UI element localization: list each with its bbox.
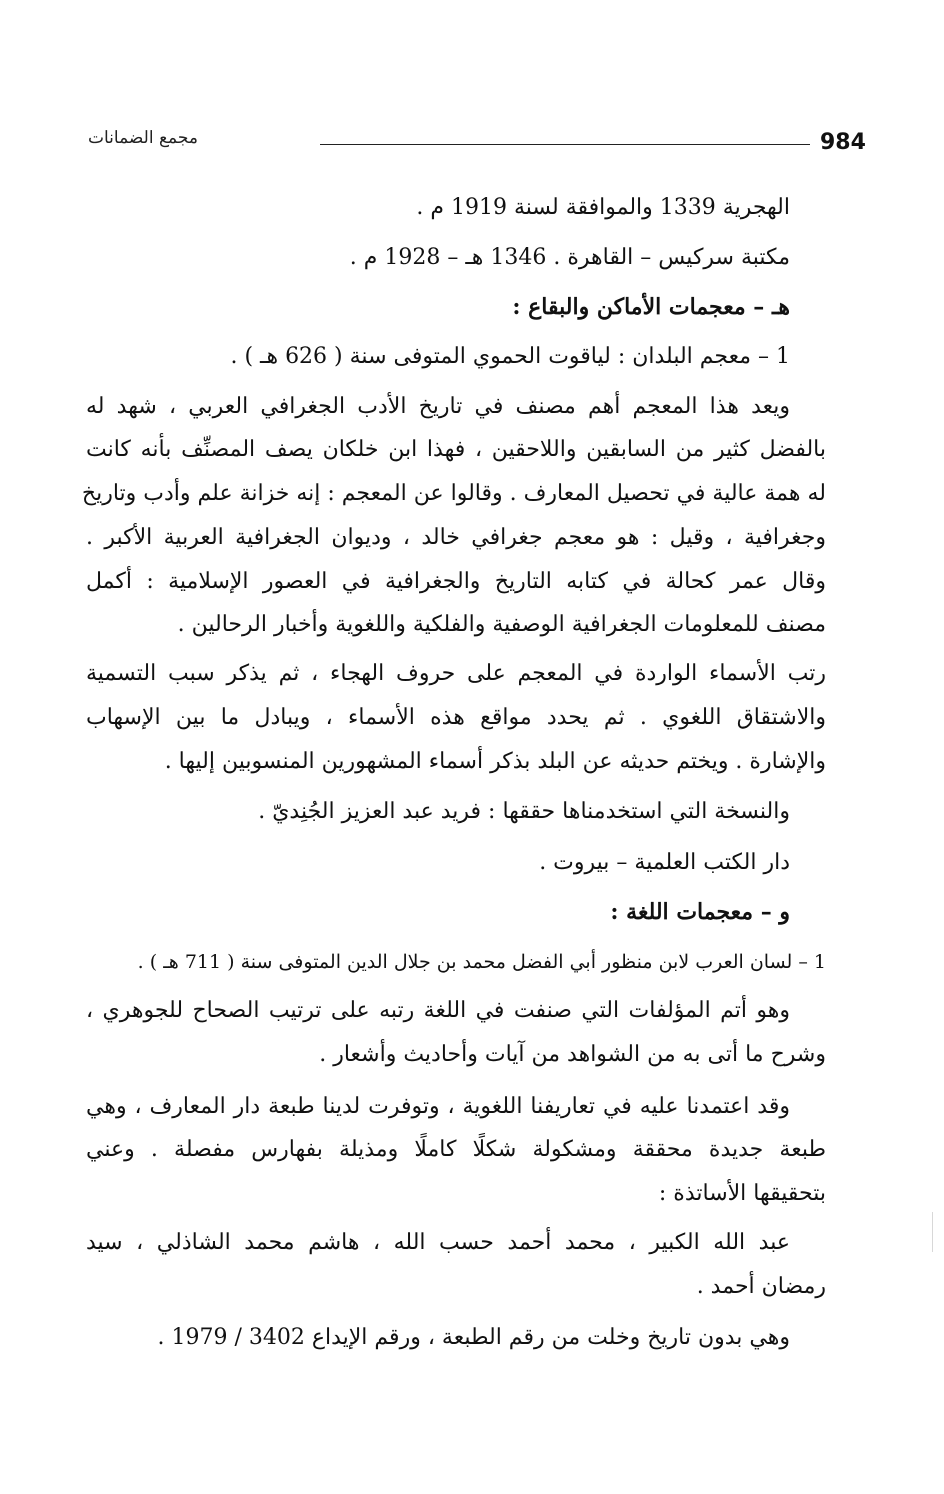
page-header — [88, 128, 866, 168]
section-heading: هـ – معجمات الأماكن والبقاع : — [512, 294, 790, 320]
text-line: وقد اعتمدنا عليه في تعاريفنا اللغوية ، وتوفرت لدينا طبعة دار المعارف ، وهي — [86, 1094, 790, 1119]
text-line: بالفضل كثير من السابقين واللاحقين ، فهذا ابن خلكان يصف المصنِّف بأنه كانت — [86, 437, 826, 462]
running-title: مجمع الضمانات — [88, 128, 198, 148]
text-line: رمضان أحمد . — [696, 1274, 826, 1299]
text-line: دار الكتب العلمية – بيروت . — [539, 850, 790, 875]
text-line: بتحقيقها الأساتذة : — [658, 1181, 826, 1206]
text-line: رتب الأسماء الواردة في المعجم على حروف الهجاء ، ثم يذكر سبب التسمية — [86, 661, 826, 686]
text-line: مصنف للمعلومات الجغرافية الوصفية والفلكية واللغوية وأخبار الرحالين . — [177, 612, 826, 637]
header-rule — [320, 144, 810, 145]
text-line: والاشتقاق اللغوي . ثم يحدد مواقع هذه الأسماء ، ويبادل ما بين الإسهاب — [86, 705, 826, 730]
scan-mark — [932, 1212, 933, 1252]
text-line: له همة عالية في تحصيل المعارف . وقالوا عن المعجم : إنه خزانة علم وأدب وتاريخ — [81, 481, 826, 506]
text-line: وقال عمر كحالة في كتابه التاريخ والجغرافية في العصور الإسلامية : أكمل — [86, 569, 826, 594]
text-line: الهجرية 1339 والموافقة لسنة 1919 م . — [416, 195, 790, 220]
text-line: وهي بدون تاريخ وخلت من رقم الطبعة ، ورقم الإيداع 3402 / 1979 . — [157, 1325, 790, 1350]
list-item: 1 – لسان العرب لابن منظور أبي الفضل محمد بن جلال الدين المتوفى سنة ( 711 هـ ) . — [137, 951, 826, 973]
text-line: طبعة جديدة محققة ومشكولة شكلًا كاملًا ومذيلة بفهارس مفصلة . وعني — [86, 1137, 826, 1162]
text-line: وهو أتم المؤلفات التي صنفت في اللغة رتبه على ترتيب الصحاح للجوهري ، — [86, 998, 790, 1023]
list-item: 1 – معجم البلدان : لياقوت الحموي المتوفى سنة ( 626 هـ ) . — [230, 344, 790, 369]
page-number: 984 — [820, 130, 866, 155]
text-line: عبد الله الكبير ، محمد أحمد حسب الله ، هاشم محمد الشاذلي ، سيد — [86, 1230, 790, 1255]
text-line: وشرح ما أتى به من الشواهد من آيات وأحاديث وأشعار . — [319, 1042, 826, 1067]
text-line: مكتبة سركيس – القاهرة . 1346 هـ – 1928 م . — [349, 245, 790, 270]
section-heading: و – معجمات اللغة : — [610, 899, 790, 925]
text-line: وجغرافية ، وقيل : هو معجم جغرافي خالد ، وديوان الجغرافية العربية الأكبر . — [86, 525, 826, 550]
text-line: والإشارة . ويختم حديثه عن البلد بذكر أسماء المشهورين المنسوبين إليها . — [164, 749, 826, 774]
text-line: والنسخة التي استخدمناها حققها : فريد عبد العزيز الجُنِديّ . — [258, 799, 790, 824]
text-line: ويعد هذا المعجم أهم مصنف في تاريخ الأدب الجغرافي العربي ، شهد له — [86, 394, 790, 419]
